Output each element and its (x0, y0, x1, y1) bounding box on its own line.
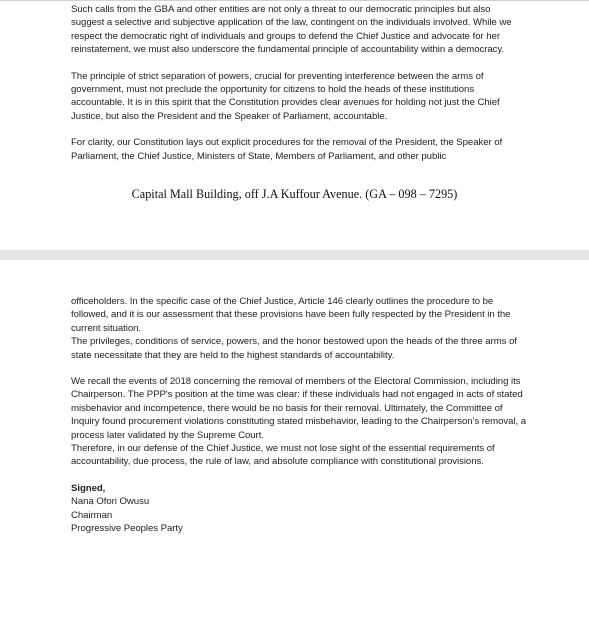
page-separator (0, 250, 589, 260)
party-name: Progressive Peoples Party (71, 523, 183, 535)
paragraph-conclusion: Therefore, in our defense of the Chief Justice, we must not lose sight of the essential requirements of accountability, due process, the rule of law, and absolute compliance with constitutional provisions. (71, 443, 495, 468)
document-page-2 (0, 260, 589, 637)
page2-body (71, 295, 526, 536)
document-page-1 (0, 0, 589, 250)
paragraph-separation-of-powers: The principle of strict separation of powers, crucial for preventing interference between the arms of government, must not preclude the opportunity for citizens to hold the heads of these institutions accountable. It is in this spirit that the Constitution provides clear avenues for holding not just the Chief Justice, but also the President and the Speaker of Parliament, accountable. (71, 70, 500, 122)
signed-label: Signed, (71, 482, 106, 494)
paragraph-article-146: officeholders. In the specific case of the Chief Justice, Article 146 clearly outlines the procedure to be followed, and it is our assessment that these provisions have been fully respected by the President in the current situation. (71, 296, 511, 334)
signature-block (71, 482, 526, 536)
page1-body (71, 3, 526, 163)
signatory-title: Chairman (71, 509, 113, 521)
page-footer-address: Capital Mall Building, off J.A Kuffour Avenue. (GA – 098 – 7295) (131, 187, 458, 201)
paragraph-gba-calls: Such calls from the GBA and other entities are not only a threat to our democratic principles but also suggest a selective and subjective application of the law, contingent on the individuals involved. While we respect the democratic right of individuals and groups to defend the Chief Justice and advocate for her reinstatement, we must also underscore the fundamental principle of accountability within a democracy. (71, 4, 512, 56)
signatory-name: Nana Ofori Owusu (71, 496, 150, 508)
page-top-border (0, 0, 589, 1)
paragraph-2018-events: We recall the events of 2018 concerning the removal of members of the Electoral Commission, including its Chairperson. The PPP's position at the time was clear: if these individuals had not engaged in acts of stated misbehavior and incompetence, there would be no basis for their removal. Ultimately, the Committee of Inquiry found procurement violations constituting stated misbehavior, leading to the Chairperson's removal, a process later validated by the Supreme Court. (71, 376, 527, 441)
paragraph-privileges: The privileges, conditions of service, powers, and the honor bestowed upon the heads of the three arms of state necessitate that they are held to the highest standards of accountability. (71, 336, 517, 361)
paragraph-removal-procedures: For clarity, our Constitution lays out explicit procedures for the removal of the President, the Speaker of Parliament, the Chief Justice, Ministers of State, Members of Parliament, and other public (71, 137, 503, 162)
